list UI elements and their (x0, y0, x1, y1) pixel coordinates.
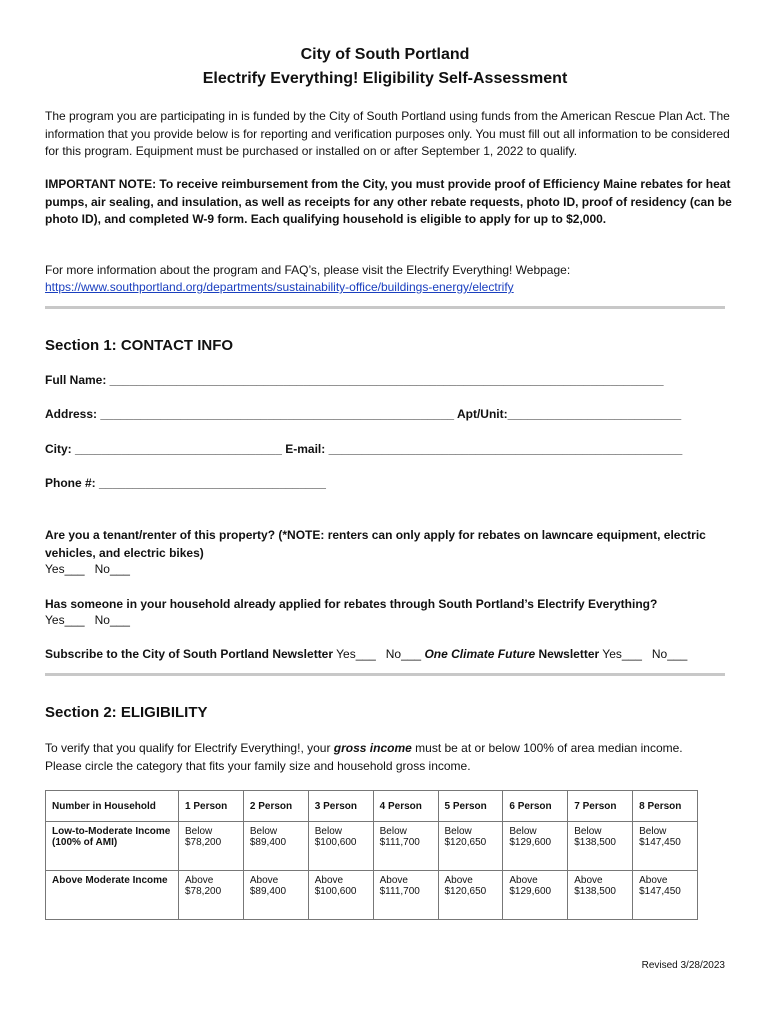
table-col-header: 1 Person (179, 791, 244, 822)
table-row (46, 822, 698, 871)
newsletter-row (45, 647, 687, 661)
ocf-newsletter-label: Newsletter (535, 647, 600, 661)
phone-field[interactable]: Phone #: __________________________________ (45, 476, 326, 490)
address-field[interactable]: Address: _____________________________________________________ Apt/Unit:__________________________ (45, 407, 682, 421)
document-title-line2: Electrify Everything! Eligibility Self-Assessment (202, 70, 568, 87)
revised-date: Revised 3/28/2023 (641, 960, 725, 971)
divider (45, 673, 725, 676)
section1-heading: Section 1: CONTACT INFO (45, 337, 234, 354)
income-cell[interactable]: Above $147,450 (633, 871, 698, 920)
table-col-header: 4 Person (373, 791, 438, 822)
income-cell[interactable]: Below $100,600 (308, 822, 373, 871)
table-col-header: 3 Person (308, 791, 373, 822)
table-col-header: 7 Person (568, 791, 633, 822)
intro-paragraph: The program you are participating in is funded by the City of South Portland using funds from the American Rescue Plan Act. The information that you provide below is for reporting and verification purposes only. You must fill out all information to be considered for this program. Equipment must be purchased or installed on or after September 1, 2022 to qualify. (45, 109, 730, 158)
applied-options[interactable]: Yes___ No___ (45, 613, 130, 627)
income-cell[interactable]: Below $78,200 (179, 822, 244, 871)
gross-income-emphasis: gross income (333, 741, 412, 755)
income-cell[interactable]: Above $129,600 (503, 871, 568, 920)
tenant-options[interactable]: Yes___ No___ (45, 562, 130, 576)
table-col-header: 8 Person (633, 791, 698, 822)
document-title-line1: City of South Portland (300, 46, 470, 63)
tenant-question: Are you a tenant/renter of this property? (*NOTE: renters can only apply for rebates on lawncare equipment, electric vehicles, and electric bikes) (45, 528, 706, 560)
more-info-link-row (45, 279, 735, 297)
income-cell[interactable]: Below $89,400 (243, 822, 308, 871)
divider (45, 306, 725, 309)
table-header-row (46, 791, 698, 822)
electrify-webpage-link[interactable]: https://www.southportland.org/departments/sustainability-office/buildings-energy/electrify (45, 280, 514, 294)
income-cell[interactable]: Above $89,400 (243, 871, 308, 920)
city-email-field[interactable]: City: _______________________________ E-mail: _____________________________________________________ (45, 442, 683, 456)
row-label-low-moderate: Low-to-Moderate Income (100% of AMI) (46, 822, 179, 871)
subscribe-options[interactable]: Yes___ No___ (333, 647, 425, 661)
applied-question: Has someone in your household already applied for rebates through South Portland’s Electrify Everything? (45, 597, 658, 611)
row-label-above-moderate: Above Moderate Income (46, 871, 179, 920)
table-col-header: 5 Person (438, 791, 503, 822)
income-cell[interactable]: Below $111,700 (373, 822, 438, 871)
ocf-label: One Climate Future (424, 647, 536, 661)
income-cell[interactable]: Above $138,500 (568, 871, 633, 920)
income-cell[interactable]: Below $120,650 (438, 822, 503, 871)
eligibility-intro: To verify that you qualify for Electrify Everything!, your gross income must be at or below 100% of area median income. (45, 741, 683, 755)
ocf-options[interactable]: Yes___ No___ (599, 647, 688, 661)
table-col-header: 6 Person (503, 791, 568, 822)
income-cell[interactable]: Below $138,500 (568, 822, 633, 871)
income-cell[interactable]: Below $147,450 (633, 822, 698, 871)
income-cell[interactable]: Below $129,600 (503, 822, 568, 871)
more-info-text: For more information about the program and FAQ’s, please visit the Electrify Everything! Webpage: (45, 263, 571, 277)
table-header-label: Number in Household (46, 791, 179, 822)
income-cell[interactable]: Above $100,600 (308, 871, 373, 920)
income-cell[interactable]: Above $78,200 (179, 871, 244, 920)
income-cell[interactable]: Above $120,650 (438, 871, 503, 920)
income-eligibility-table (45, 790, 698, 920)
income-cell[interactable]: Above $111,700 (373, 871, 438, 920)
subscribe-label: Subscribe to the City of South Portland Newsletter (45, 647, 334, 661)
table-col-header: 2 Person (243, 791, 308, 822)
important-note: IMPORTANT NOTE: To receive reimbursement from the City, you must provide proof of Efficiency Maine rebates for heat pumps, air sealing, and insulation, as well as receipts for any other rebate requests, photo ID, proof of residency (can be photo ID), and completed W-9 form. Each qualifying household is eligible to apply for up to $2,000. (45, 177, 732, 226)
eligibility-instruction: Please circle the category that fits your family size and household gross income. (45, 759, 471, 773)
table-row (46, 871, 698, 920)
full-name-field[interactable]: Full Name: ___________________________________________________________________________________ (45, 373, 664, 387)
section2-heading: Section 2: ELIGIBILITY (45, 704, 208, 721)
